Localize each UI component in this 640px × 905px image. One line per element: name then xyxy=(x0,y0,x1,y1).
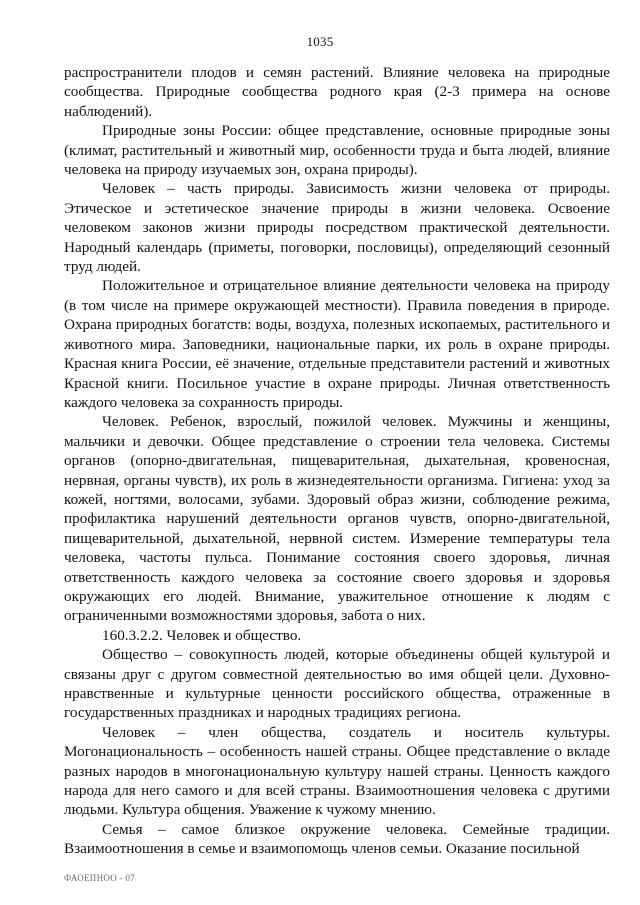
document-body xyxy=(64,63,610,859)
footer-code: ФАОЕПНОО - 07 xyxy=(64,873,135,883)
paragraph-9: Семья – самое близкое окружение человека. Семейные традиции. Взаимоотношения в семье и взаимопомощь членов семьи. Оказание посильной xyxy=(64,820,610,858)
paragraph-1: распространители плодов и семян растений. Влияние человека на природные сообщества. Природные сообщества родного края (2-3 примера на основе наблюдений). xyxy=(64,64,610,120)
paragraph-3: Человек – часть природы. Зависимость жизни человека от природы. Этическое и эстетическое значение природы в жизни человека. Освоение человеком законов жизни природы посредством практической деятельности. Народный календарь (приметы, поговорки, пословицы), определяющий сезонный труд людей. xyxy=(64,180,610,276)
section-heading: 160.3.2.2. Человек и общество. xyxy=(102,626,302,644)
page-number: 1035 xyxy=(306,34,334,49)
paragraph-2: Природные зоны России: общее представление, основные природные зоны (климат, растительный и животный мир, особенности труда и быта людей, влияние человека на природу изучаемых зон, охрана природы). xyxy=(64,122,610,179)
paragraph-7: Общество – совокупность людей, которые объединены общей культурой и связаны друг с другом совместной деятельностью во имя общей цели. Духовно-нравственные и культурные ценности российского общества, отраженные в государственных праздниках и народных традициях региона. xyxy=(64,646,610,722)
paragraph-5: Человек. Ребенок, взрослый, пожилой человек. Мужчины и женщины, мальчики и девочки. Общее представление о строении тела человека. Системы органов (опорно-двигательная, пищеварительная, дыхательная, кровеносная, нервная, органы чувств), их роль в жизнедеятельности организма. Гигиена: уход за кожей, ногтями, волосами, зубами. Здоровый образ жизни, соблюдение режима, профилактика нарушений деятельности органов чувств, опорно-двигательной, пищеварительной, дыхательной, нервной систем. Измерение температуры тела человека, частоты пульса. Понимание состояния своего здоровья, личная ответственность каждого человека за состояние своего здоровья и здоровья окружающих его людей. Внимание, уважительное отношение к людям с ограниченными возможностями здоровья, забота о них. xyxy=(64,413,610,625)
paragraph-8: Человек – член общества, создатель и носитель культуры. Могонациональность – особенность нашей страны. Общее представление о вкладе разных народов в многонациональную культуру нашей страны. Ценность каждого народа для него самого и для всей страны. Взаимоотношения человека с другими людьми. Культура общения. Уважение к чужому мнению. xyxy=(64,723,610,819)
paragraph-4: Положительное и отрицательное влияние деятельности человека на природу (в том числе на примере окружающей местности). Правила поведения в природе. Охрана природных богатств: воды, воздуха, полезных ископаемых, растительного и животного мира. Заповедники, национальные парки, их роль в охране природы. Красная книга России, её значение, отдельные представители растений и животных Красной книги. Посильное участие в охране природы. Личная ответственность каждого человека за сохранность природы. xyxy=(64,277,610,411)
